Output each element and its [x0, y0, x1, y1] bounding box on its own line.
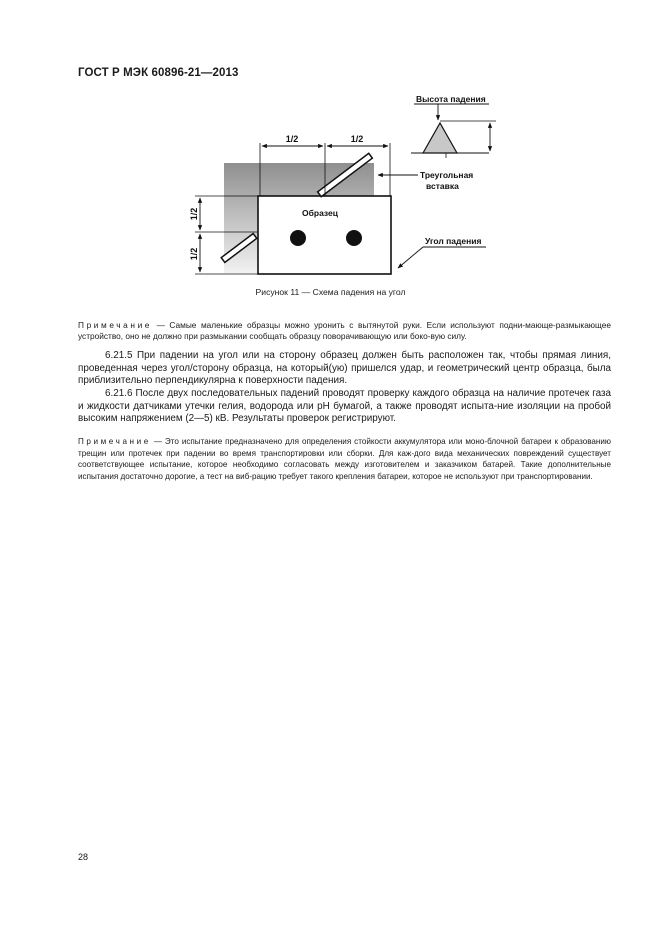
- triangular-insert-label-line1: Треугольная: [420, 170, 474, 180]
- drop-height-label: Высота падения: [416, 94, 486, 104]
- paragraph-6-21-6: 6.21.6 После двух последовательных падений проводят проверку каждого образца на наличие протечек газа и жидкости датчиками утечки гелия, водорода или pH бумагой, а также проводят испыта-ние изоляции на пробой высоким напряжением (2—5) кВ. Результаты проверок регистрируют.: [78, 388, 611, 425]
- drop-corner-label: Угол падения: [425, 236, 482, 246]
- note-2-text: — Это испытание предназначено для определения стойкости аккумулятора или моно-блочной батареи к образованию трещин или протечек при падении во время транспортировки или сборки. Для каж-дого вида механических повреждений существует соответствующее испытание, которое необходимо согласовать между изготовителем и заказчиком батарей. Такие дополнительные испытания достаточно дорогие, а тест на виб-рацию требует такого крепления батареи, которое не используют при транспортировании.: [78, 437, 611, 481]
- specimen-label: Образец: [302, 208, 338, 218]
- left-half-upper-label: 1/2: [189, 207, 199, 221]
- drop-corner-diagram: [0, 0, 661, 300]
- note-2-label: Примечание: [78, 437, 151, 446]
- note-2: [78, 436, 611, 482]
- document-header: ГОСТ Р МЭК 60896-21—2013: [78, 67, 239, 79]
- left-half-lower-label: 1/2: [189, 247, 199, 261]
- specimen-dot-left: [290, 230, 306, 246]
- triangular-insert-shape: [423, 123, 457, 153]
- note-1-label: Примечание: [78, 320, 153, 330]
- top-half-left-label: 1/2: [285, 134, 299, 144]
- note-1-text: — Самые маленькие образцы можно уронить с вытянутой руки. Если используют подни-мающе-размыкающее устройство, оно не должно при размыкании сообщать образцу поворачивающую или боко-вую силу.: [78, 320, 611, 342]
- top-half-right-label: 1/2: [350, 134, 364, 144]
- drop-corner-leader: [398, 247, 423, 268]
- paragraph-6-21-5: 6.21.5 При падении на угол или на сторону образец должен быть расположен так, чтобы прямая линия, проведенная через угол/сторону образца, на который(ую) пришелся удар, и геометрический центр образца, была приблизительно перпендикулярна к поверхности падения.: [78, 350, 611, 387]
- triangular-insert-label-line2: вставка: [426, 181, 459, 191]
- page-number: 28: [78, 852, 89, 862]
- specimen-dot-right: [346, 230, 362, 246]
- figure-caption: Рисунок 11 — Схема падения на угол: [255, 287, 406, 297]
- note-1: [78, 320, 611, 343]
